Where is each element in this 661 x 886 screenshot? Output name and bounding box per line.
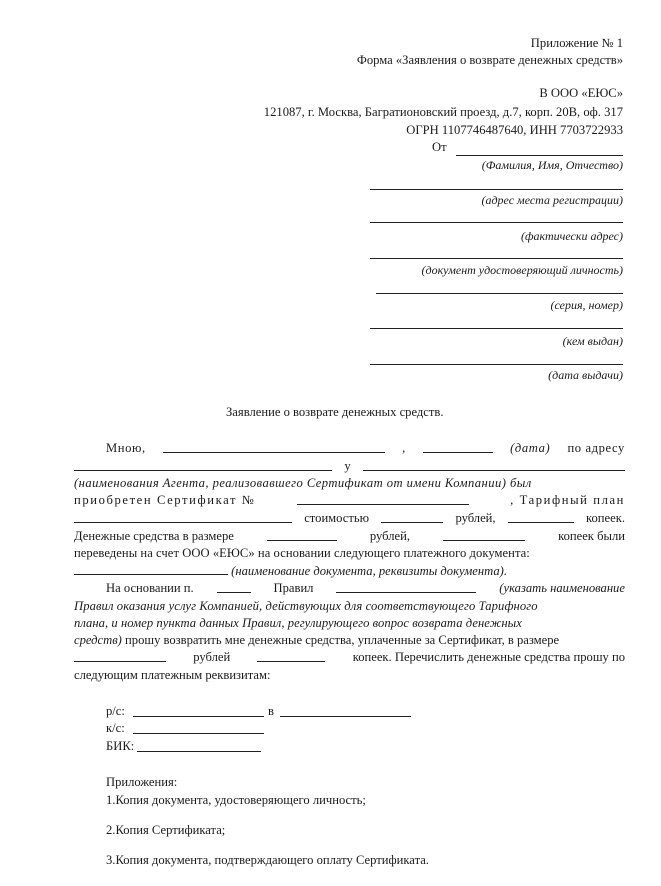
- corr-account-blank: [133, 733, 264, 734]
- agent-blank: [363, 459, 625, 471]
- recipient-company: В ООО «ЕЮС»: [539, 86, 623, 100]
- registration-address-caption: (адрес места регистрации): [481, 193, 623, 207]
- body-funds-kopecks: копеек были: [558, 529, 625, 543]
- clause-blank: [217, 581, 251, 593]
- body-refund-kopecks: копеек. Перечислить денежные средства прошу по: [352, 650, 625, 664]
- attachment-item-1: 1.Копия документа, удостоверяющего личность;: [106, 793, 366, 807]
- body-date-caption: (дата): [510, 441, 551, 455]
- body-funds-amount: Денежные средства в размере: [74, 529, 234, 543]
- appendix-label: Приложение № 1: [530, 36, 623, 50]
- body-line-13: [74, 650, 625, 665]
- body-rules: Правил: [273, 581, 314, 595]
- from-label: От: [432, 140, 447, 154]
- body-cost-rubles: рублей,: [455, 511, 496, 525]
- bank-name-blank: [280, 716, 411, 717]
- payment-document-blank: [74, 563, 228, 575]
- issue-date-line: [370, 364, 623, 365]
- body-comma: ,: [402, 441, 406, 455]
- account-label: р/с:: [106, 704, 125, 718]
- body-at-address: по адресу: [567, 441, 625, 455]
- funds-rubles-blank: [267, 529, 337, 541]
- actual-address-caption: (фактически адрес): [520, 229, 623, 243]
- body-line-14: следующим платежным реквизитам:: [74, 668, 271, 682]
- bank-in-label: в: [268, 704, 274, 718]
- attachment-item-3: 3.Копия документа, подтверждающего оплату Сертификата.: [106, 853, 429, 867]
- body-line-12: [74, 633, 559, 648]
- applicant-name-line: [456, 155, 623, 156]
- attachments-title: Приложения:: [106, 775, 178, 789]
- recipient-address: 121087, г. Москва, Багратионовский проезд, д.7, корп. 20В, оф. 317: [263, 105, 623, 119]
- form-title: Форма «Заявления о возврате денежных средств»: [356, 53, 623, 67]
- rules-blank: [336, 581, 476, 593]
- body-on-basis: На основании п.: [106, 581, 194, 595]
- body-funds-close: средств): [74, 633, 122, 647]
- tariff-plan-blank: [74, 511, 292, 523]
- body-line-10: Правил оказания услуг Компанией, действующих для соответствующего Тарифного: [74, 599, 538, 613]
- recipient-ogrn-inn: ОГРН 1107746487640, ИНН 7703722933: [406, 123, 623, 137]
- id-document-caption: (документ удостоверяющий личность): [421, 263, 623, 277]
- body-line-2: [74, 459, 625, 474]
- address-blank: [74, 459, 332, 471]
- body-line-3: (наименования Агента, реализовавшего Сертификат от имени Компании) был: [74, 476, 532, 490]
- series-number-line: [376, 293, 623, 294]
- body-line-8: [74, 563, 507, 579]
- corr-account-label: к/с:: [106, 721, 125, 735]
- certificate-number-blank: [297, 493, 469, 505]
- issue-date-caption: (дата выдачи): [548, 368, 623, 382]
- document-title: Заявление о возврате денежных средств.: [226, 405, 444, 419]
- body-line-9: [74, 581, 625, 596]
- body-tariff-plan: , Тарифный план: [510, 493, 625, 507]
- body-specify-name: (указать наименование: [499, 581, 625, 595]
- cost-kopecks-blank: [508, 511, 574, 523]
- body-payment-doc-caption: (наименование документа, реквизиты документа).: [231, 564, 507, 578]
- attachment-item-2: 2.Копия Сертификата;: [106, 823, 226, 837]
- refund-rubles-blank: [74, 650, 166, 662]
- bik-blank: [137, 751, 261, 752]
- body-funds-rubles: рублей,: [369, 529, 411, 543]
- bik-label: БИК:: [106, 739, 135, 753]
- actual-address-line: [370, 222, 623, 223]
- body-line-11: плана, и номер пункта данных Правил, регулирующего вопрос возврата денежных: [74, 616, 522, 630]
- body-line-5: [74, 511, 625, 526]
- body-line-1: [74, 441, 625, 456]
- series-number-caption: (серия, номер): [550, 298, 623, 312]
- id-document-line: [370, 258, 623, 259]
- body-certificate-purchased: приобретен Сертификат №: [74, 493, 256, 507]
- date-blank: [423, 441, 493, 453]
- account-blank: [133, 716, 264, 717]
- issued-by-caption: (кем выдан): [562, 334, 623, 348]
- fullname-blank: [163, 441, 385, 453]
- cost-rubles-blank: [381, 511, 443, 523]
- body-line-6: [74, 529, 625, 544]
- registration-address-line: [370, 189, 623, 190]
- refund-kopecks-blank: [257, 650, 325, 662]
- body-by-me: Мною,: [106, 441, 146, 455]
- body-line-7: переведены на счет ООО «ЕЮС» на основании следующего платежного документа:: [74, 546, 530, 560]
- body-at: у: [344, 459, 351, 473]
- funds-kopecks-blank: [443, 529, 525, 541]
- body-cost: стоимостью: [304, 511, 370, 525]
- body-request-refund: прошу возвратить мне денежные средства, уплаченные за Сертификат, в размере: [125, 633, 560, 647]
- body-line-4: [74, 493, 625, 508]
- issued-by-line: [370, 328, 623, 329]
- body-cost-kopecks: копеек.: [586, 511, 625, 525]
- body-refund-rubles: рублей: [193, 650, 231, 664]
- applicant-name-caption: (Фамилия, Имя, Отчество): [481, 158, 623, 172]
